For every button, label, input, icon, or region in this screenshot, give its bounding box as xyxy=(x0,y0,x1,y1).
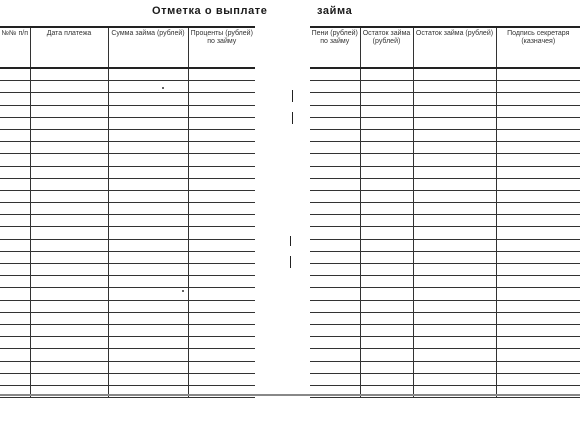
table-cell xyxy=(30,129,108,141)
table-cell xyxy=(496,190,580,202)
table-cell xyxy=(413,227,496,239)
table-cell xyxy=(188,373,255,385)
table-cell xyxy=(0,324,30,336)
table-row xyxy=(310,312,580,324)
table-cell xyxy=(413,190,496,202)
table-cell xyxy=(496,361,580,373)
table-cell xyxy=(108,154,188,166)
table-row xyxy=(0,166,255,178)
table-cell xyxy=(413,154,496,166)
table-cell xyxy=(0,93,30,105)
table-cell xyxy=(108,239,188,251)
table-cell xyxy=(30,105,108,117)
table-cell xyxy=(496,203,580,215)
table-cell xyxy=(360,68,413,81)
table-cell xyxy=(108,178,188,190)
table-cell xyxy=(108,276,188,288)
table-cell xyxy=(0,264,30,276)
table-cell xyxy=(413,373,496,385)
table-row xyxy=(310,203,580,215)
table-row xyxy=(0,68,255,81)
table-cell xyxy=(30,142,108,154)
table-cell xyxy=(413,129,496,141)
table-cell xyxy=(108,105,188,117)
table-cell xyxy=(360,361,413,373)
table-cell xyxy=(108,300,188,312)
table-cell xyxy=(108,288,188,300)
table-cell xyxy=(0,129,30,141)
table-cell xyxy=(360,288,413,300)
table-cell xyxy=(360,227,413,239)
table-row xyxy=(310,288,580,300)
table-cell xyxy=(188,227,255,239)
table-cell xyxy=(30,166,108,178)
table-cell xyxy=(188,337,255,349)
table-cell xyxy=(188,117,255,129)
left-page xyxy=(0,0,268,436)
table-cell xyxy=(310,81,360,93)
table-cell xyxy=(360,239,413,251)
table-cell xyxy=(0,105,30,117)
table-cell xyxy=(188,276,255,288)
table-cell xyxy=(413,300,496,312)
table-cell xyxy=(413,239,496,251)
table-cell xyxy=(30,203,108,215)
payment-table-right xyxy=(310,26,580,398)
table-cell xyxy=(310,349,360,361)
table-cell xyxy=(188,68,255,81)
table-cell xyxy=(310,129,360,141)
table-cell xyxy=(108,251,188,263)
table-cell xyxy=(30,227,108,239)
table-row xyxy=(310,276,580,288)
table-body-right xyxy=(310,68,580,398)
table-cell xyxy=(360,129,413,141)
table-cell xyxy=(30,349,108,361)
table-row xyxy=(310,93,580,105)
table-cell xyxy=(310,373,360,385)
table-cell xyxy=(30,190,108,202)
table-row xyxy=(310,251,580,263)
table-cell xyxy=(413,215,496,227)
table-cell xyxy=(0,154,30,166)
table-cell xyxy=(30,93,108,105)
table-cell xyxy=(360,190,413,202)
table-cell xyxy=(188,288,255,300)
table-cell xyxy=(310,300,360,312)
table-cell xyxy=(496,276,580,288)
table-cell xyxy=(360,373,413,385)
table-row xyxy=(310,361,580,373)
table-cell xyxy=(0,117,30,129)
table-cell xyxy=(310,239,360,251)
table-cell xyxy=(108,190,188,202)
right-page xyxy=(300,0,580,436)
table-cell xyxy=(0,373,30,385)
table-cell xyxy=(0,215,30,227)
table-cell xyxy=(30,81,108,93)
table-cell xyxy=(188,239,255,251)
table-row xyxy=(0,117,255,129)
table-cell xyxy=(360,203,413,215)
scan-speck xyxy=(162,87,164,89)
table-cell xyxy=(496,166,580,178)
table-cell xyxy=(0,190,30,202)
table-cell xyxy=(30,117,108,129)
table-cell xyxy=(188,324,255,336)
table-cell xyxy=(310,264,360,276)
table-cell xyxy=(413,105,496,117)
table-row xyxy=(0,288,255,300)
table-row xyxy=(310,373,580,385)
column-header-number: №№ п/п xyxy=(0,27,30,68)
table-cell xyxy=(0,251,30,263)
table-cell xyxy=(108,312,188,324)
table-cell xyxy=(310,361,360,373)
table-cell xyxy=(310,68,360,81)
table-cell xyxy=(188,166,255,178)
table-cell xyxy=(496,251,580,263)
table-row xyxy=(0,93,255,105)
table-row xyxy=(310,129,580,141)
column-header-payment-date: Дата платежа xyxy=(30,27,108,68)
table-row xyxy=(0,154,255,166)
table-cell xyxy=(310,190,360,202)
table-cell xyxy=(310,93,360,105)
table-row xyxy=(310,239,580,251)
table-header-row xyxy=(0,27,255,68)
table-row xyxy=(0,105,255,117)
table-row xyxy=(0,251,255,263)
table-cell xyxy=(30,178,108,190)
table-cell xyxy=(360,166,413,178)
binding-mark xyxy=(292,90,293,102)
binding-mark xyxy=(290,236,291,246)
table-cell xyxy=(360,324,413,336)
table-row xyxy=(0,349,255,361)
scan-speck xyxy=(182,290,184,292)
table-cell xyxy=(360,251,413,263)
table-row xyxy=(310,117,580,129)
table-cell xyxy=(413,264,496,276)
page-bottom-edge xyxy=(0,394,580,396)
table-cell xyxy=(0,312,30,324)
table-cell xyxy=(108,227,188,239)
table-cell xyxy=(360,81,413,93)
table-cell xyxy=(0,203,30,215)
table-cell xyxy=(310,227,360,239)
table-cell xyxy=(496,178,580,190)
table-row xyxy=(0,129,255,141)
table-cell xyxy=(30,312,108,324)
table-row xyxy=(0,227,255,239)
table-body-left xyxy=(0,68,255,398)
table-cell xyxy=(360,264,413,276)
table-cell xyxy=(360,117,413,129)
table-cell xyxy=(360,154,413,166)
table-cell xyxy=(310,117,360,129)
table-cell xyxy=(496,215,580,227)
table-row xyxy=(0,276,255,288)
table-row xyxy=(310,142,580,154)
table-cell xyxy=(496,324,580,336)
table-cell xyxy=(30,215,108,227)
table-row xyxy=(310,190,580,202)
table-cell xyxy=(188,251,255,263)
table-row xyxy=(310,300,580,312)
table-row xyxy=(310,154,580,166)
table-cell xyxy=(310,105,360,117)
table-cell xyxy=(413,68,496,81)
table-cell xyxy=(310,203,360,215)
column-header-penalty: Пени (рублей) по займу xyxy=(310,27,360,68)
table-cell xyxy=(496,300,580,312)
table-cell xyxy=(496,129,580,141)
table-cell xyxy=(188,178,255,190)
table-cell xyxy=(360,142,413,154)
table-cell xyxy=(496,337,580,349)
table-cell xyxy=(310,312,360,324)
page-title-left: Отметка о выплате xyxy=(152,5,268,17)
table-cell xyxy=(0,276,30,288)
table-cell xyxy=(30,300,108,312)
table-cell xyxy=(496,373,580,385)
table-row xyxy=(0,312,255,324)
table-cell xyxy=(360,276,413,288)
table-cell xyxy=(310,276,360,288)
column-header-loan-amount: Сумма займа (рублей) xyxy=(108,27,188,68)
table-cell xyxy=(413,93,496,105)
table-cell xyxy=(30,154,108,166)
table-cell xyxy=(310,178,360,190)
table-row xyxy=(310,178,580,190)
table-cell xyxy=(360,337,413,349)
table-row xyxy=(0,300,255,312)
binding-mark xyxy=(292,112,293,124)
table-cell xyxy=(496,117,580,129)
table-cell xyxy=(360,178,413,190)
table-cell xyxy=(310,154,360,166)
table-cell xyxy=(413,142,496,154)
table-cell xyxy=(188,203,255,215)
table-cell xyxy=(108,373,188,385)
table-row xyxy=(310,105,580,117)
table-cell xyxy=(188,105,255,117)
column-header-interest: Проценты (рублей) по займу xyxy=(188,27,255,68)
table-cell xyxy=(30,337,108,349)
table-cell xyxy=(413,166,496,178)
table-row xyxy=(0,264,255,276)
table-row xyxy=(0,142,255,154)
table-cell xyxy=(108,361,188,373)
table-cell xyxy=(188,142,255,154)
table-cell xyxy=(30,68,108,81)
table-cell xyxy=(413,337,496,349)
table-cell xyxy=(413,276,496,288)
table-cell xyxy=(108,117,188,129)
table-row xyxy=(310,349,580,361)
table-cell xyxy=(108,68,188,81)
table-cell xyxy=(0,337,30,349)
table-cell xyxy=(108,166,188,178)
table-row xyxy=(310,215,580,227)
table-cell xyxy=(0,166,30,178)
table-cell xyxy=(413,361,496,373)
table-cell xyxy=(108,129,188,141)
table-cell xyxy=(108,142,188,154)
table-cell xyxy=(188,129,255,141)
table-cell xyxy=(0,81,30,93)
table-cell xyxy=(188,81,255,93)
payment-table-left xyxy=(0,26,255,398)
table-cell xyxy=(108,203,188,215)
table-cell xyxy=(496,105,580,117)
table-cell xyxy=(188,361,255,373)
table-cell xyxy=(496,349,580,361)
table-cell xyxy=(413,178,496,190)
table-cell xyxy=(360,215,413,227)
table-cell xyxy=(413,349,496,361)
table-cell xyxy=(188,300,255,312)
column-header-paid-amount: Остаток займа (рублей) xyxy=(360,27,413,68)
table-row xyxy=(0,215,255,227)
table-cell xyxy=(496,239,580,251)
table-row xyxy=(310,81,580,93)
table-row xyxy=(0,324,255,336)
table-cell xyxy=(30,239,108,251)
table-cell xyxy=(108,215,188,227)
table-cell xyxy=(108,349,188,361)
table-cell xyxy=(30,276,108,288)
table-cell xyxy=(310,215,360,227)
table-cell xyxy=(0,361,30,373)
table-cell xyxy=(108,324,188,336)
table-cell xyxy=(0,349,30,361)
table-cell xyxy=(30,288,108,300)
table-cell xyxy=(0,288,30,300)
table-header-row xyxy=(310,27,580,68)
table-row xyxy=(0,203,255,215)
table-cell xyxy=(360,93,413,105)
table-cell xyxy=(413,288,496,300)
table-cell xyxy=(30,324,108,336)
table-cell xyxy=(30,264,108,276)
table-cell xyxy=(360,312,413,324)
table-cell xyxy=(108,337,188,349)
table-cell xyxy=(496,288,580,300)
table-cell xyxy=(360,349,413,361)
page-title-right: займа xyxy=(317,5,353,17)
table-cell xyxy=(188,93,255,105)
table-cell xyxy=(496,227,580,239)
table-cell xyxy=(310,337,360,349)
table-cell xyxy=(496,142,580,154)
table-row xyxy=(310,68,580,81)
table-cell xyxy=(413,81,496,93)
table-cell xyxy=(496,312,580,324)
table-cell xyxy=(413,117,496,129)
table-row xyxy=(310,324,580,336)
table-cell xyxy=(30,373,108,385)
table-cell xyxy=(108,81,188,93)
table-row xyxy=(0,373,255,385)
table-cell xyxy=(0,227,30,239)
table-cell xyxy=(188,154,255,166)
table-row xyxy=(0,337,255,349)
table-cell xyxy=(310,166,360,178)
table-cell xyxy=(496,81,580,93)
table-cell xyxy=(0,300,30,312)
table-row xyxy=(0,81,255,93)
table-cell xyxy=(360,300,413,312)
table-cell xyxy=(310,251,360,263)
column-header-signature: Подпись секретаря (казначея) xyxy=(496,27,580,68)
table-row xyxy=(0,178,255,190)
table-cell xyxy=(413,312,496,324)
table-cell xyxy=(188,312,255,324)
table-row xyxy=(310,227,580,239)
table-cell xyxy=(0,239,30,251)
table-cell xyxy=(108,264,188,276)
table-cell xyxy=(413,251,496,263)
table-cell xyxy=(188,264,255,276)
table-cell xyxy=(0,142,30,154)
table-cell xyxy=(0,178,30,190)
table-row xyxy=(310,166,580,178)
table-cell xyxy=(496,264,580,276)
table-cell xyxy=(310,324,360,336)
binding-mark xyxy=(290,256,291,268)
table-cell xyxy=(496,93,580,105)
table-cell xyxy=(496,154,580,166)
table-cell xyxy=(30,251,108,263)
table-row xyxy=(0,239,255,251)
table-cell xyxy=(413,324,496,336)
table-cell xyxy=(30,361,108,373)
table-cell xyxy=(413,203,496,215)
table-row xyxy=(0,190,255,202)
column-header-loan-balance: Остаток займа (рублей) xyxy=(413,27,496,68)
table-row xyxy=(310,337,580,349)
table-row xyxy=(0,361,255,373)
table-cell xyxy=(310,288,360,300)
table-cell xyxy=(0,68,30,81)
table-row xyxy=(310,264,580,276)
table-cell xyxy=(108,93,188,105)
table-cell xyxy=(360,105,413,117)
table-cell xyxy=(188,190,255,202)
table-cell xyxy=(496,68,580,81)
table-cell xyxy=(188,215,255,227)
table-cell xyxy=(188,349,255,361)
table-cell xyxy=(310,142,360,154)
